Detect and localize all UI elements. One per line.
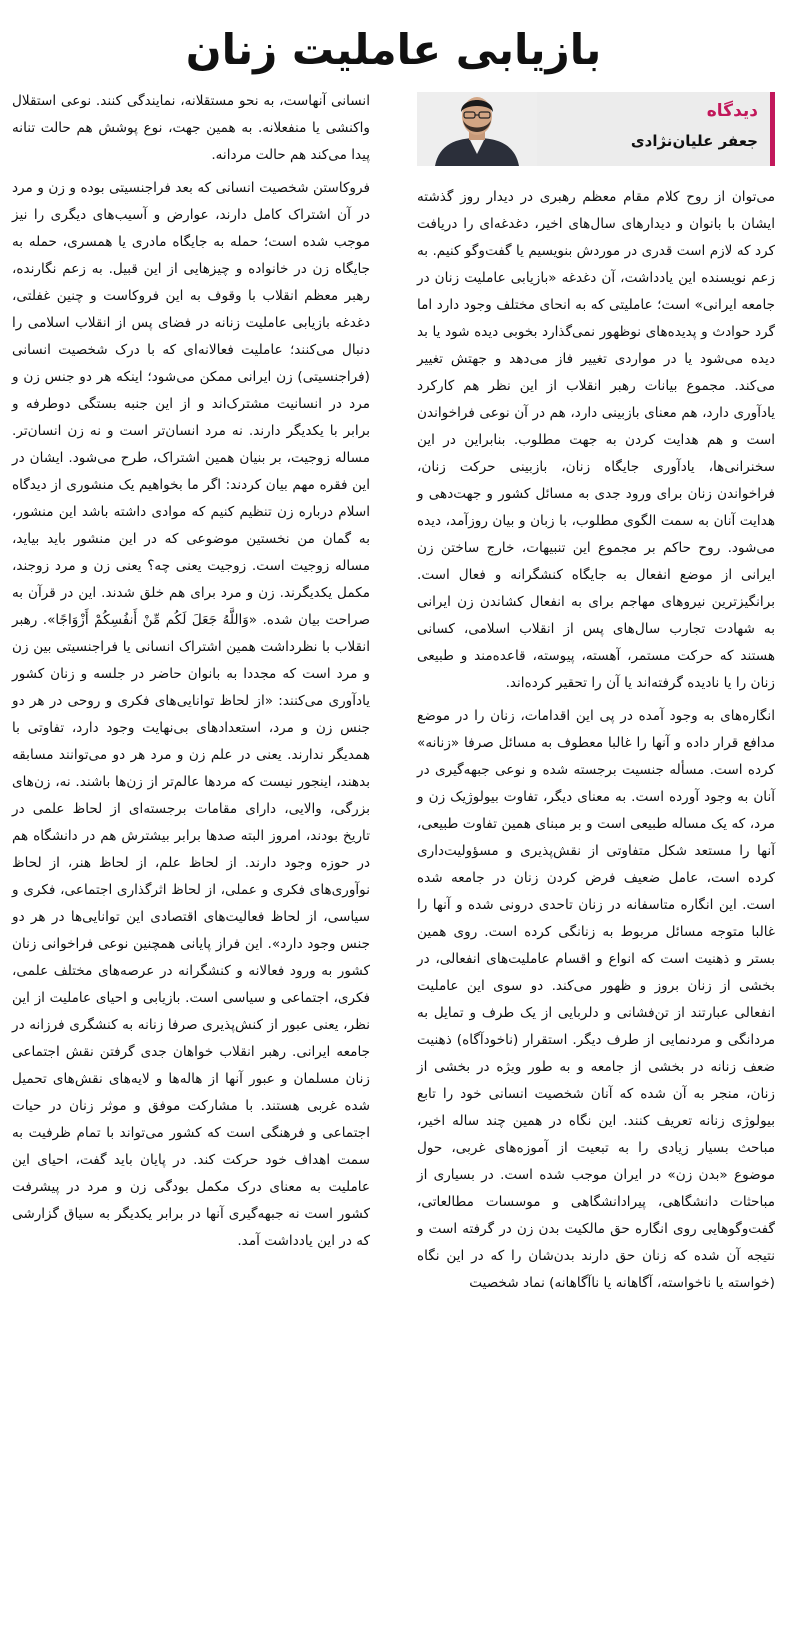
article-columns xyxy=(12,88,775,1303)
byline-text xyxy=(537,92,770,166)
paragraph: انسانی آنهاست، به نحو مستقلانه، نمایندگی کنند. نوعی استقلال واکنشی یا منفعلانه. به همین جهت، نوع پوشش هم حالت تنانه پیدا می‌کند هم حالت مردانه. xyxy=(12,93,370,163)
article-headline: بازیابی عاملیت زنان xyxy=(185,25,602,74)
article-column-right xyxy=(409,88,775,1303)
paragraph: می‌توان از روح کلام مقام معظم رهبری در دیدار روز گذشته ایشان با بانوان و دیدارهای سال‌های اخیر، دغدغه‌ای را دریافت کرد که لازم است قدری در موردش بنویسیم یا گفت‌وگو کنیم. به زعم نویسنده این یادداشت، آن دغدغه «بازیابی عاملیت زنان در جامعه ایرانی» است؛ عاملیتی که به انحای مختلف وجود دارد اما گرد حوادث و پدیده‌های نوظهور نمی‌گذارد بخوبی دیده شود یا بد دیده می‌شود یا در مواردی تغییر فاز می‌دهد و جهتش تغییر می‌کند. مجموع بیانات رهبر انقلاب از این نظر هم کارکرد یادآوری دارد، هم معنای بازبینی دارد، هم در آن نوعی فراخواندن است و هم هدایت کردن به جهت مطلوب. بنابراین در این سخنرانی‌ها، یادآوری جایگاه زنان، بازبینی حرکت زنان، فراخواندن زنان برای ورود جدی به مسائل کشور و جهت‌دهی و هدایت آنان به سمت الگوی مطلوب، با زبان و بیان روزآمد، دیده می‌شود. روح حاکم بر مجموع این تنبیهات، خارج ساختن زن ایرانی از موضع انفعال به جایگاه کنشگرانه و فعال است. برانگیزترین نیروهای مهاجم برای به انفعال کشاندن زن ایرانی به شهادت تجارب سال‌های پس از انقلاب اسلامی، کسانی هستند که حرکت مستمر، آهسته، پیوسته، قاعده‌مند و طبیعی زنان را یا نادیده گرفته‌اند یا آن را تحقیر کرده‌اند. xyxy=(417,189,775,691)
author-name: جعفر علیان‌نژادی xyxy=(630,132,758,150)
author-photo xyxy=(417,92,537,166)
paragraph: انگاره‌های به وجود آمده در پی این اقدامات، زنان را در موضع مدافع قرار داده و آنها را غالبا معطوف به مسائل صرفا «زنانه» کرده است. مسأله جنسیت برجسته شده و نوعی جبهه‌گیری در آنان به وجود آورده است. به معنای دیگر، تفاوت بیولوژیک زن و مرد، که یک مساله طبیعی است و بر مبنای همین تفاوت طبیعی، آنها را مستعد شکل متفاوتی از نقش‌پذیری و مسؤولیت‌داری کرده است، عامل ضعیف فرض کردن زنان در جامعه شده است. این انگاره متاسفانه در زنان تاحدی درونی شده و آنها را غالبا متوجه مسائل مربوط به زنانگی کرده است. روی همین بستر و ذهنیت است که انواع و اقسام عاملیت‌های انفعالی، در بخشی از زنان بروز و ظهور می‌کند. دو سوی این عاملیت انفعالی عبارتند از تن‌فشانی و دلربایی از یک طرف و تمایل به مردانگی و مردنمایی از طرف دیگر. استقرار (ناخودآگاه) ذهنیت ضعف زنانه در بخشی از جامعه و به طور ویژه در بخشی از زنان، منجر به آن شده که آنان شخصیت انسانی خود را تابع بیولوژی زنانه تعریف کنند. این نگاه در همین چند ساله اخیر، مباحث بسیار زیادی را به تبعیت از آموزه‌های غربی، حول موضوع «بدن زن» در ایران موجب شده است. در بسیاری از مباحثات دانشگاهی، پیرادانشگاهی و موسسات مطالعاتی، گفت‌وگوهایی روی انگاره حق مالکیت بدن زن در گرفته است و نتیجه آن شده که زنان حق دارند بدن‌شان را که در این نگاه (خواسته یا ناخواسته، آگاهانه یا ناآگاهانه) نماد شخصیت xyxy=(417,708,775,1291)
newspaper-page xyxy=(0,22,787,1635)
article-column-left xyxy=(12,88,378,1303)
paragraph: فروکاستن شخصیت انسانی که بعد فراجنسیتی بوده و زن و مرد در آن اشتراک کامل دارند، عوارض و آسیب‌های دیگری را نیز موجب شده است؛ حمله به جایگاه مادری یا همسری، حمله به جایگاه زن در خانواده و چیزهایی از این قبیل. به زعم نگارنده، رهبر معظم انقلاب با وقوف به این فروکاست و چنین غفلتی، دغدغه بازیابی عاملیت زنانه در فضای پس از انقلاب اسلامی را دنبال می‌کنند؛ عاملیت فعالانه‌ای که با درک شخصیت انسانی (فراجنسیتی) زن ایرانی ممکن می‌شود؛ اینکه هر دو جنس زن و مرد در انسانیت مشترک‌اند و از این جنبه بستگی دوطرفه و برابر با یکدیگر دارند. نه مرد انسان‌تر است و نه زن انسان‌تر. مساله زوجیت، بر بنیان همین اشتراک، طرح می‌شود. ایشان در این فقره مهم بیان کردند: اگر ما بخواهیم یک منشوری از دیدگاه اسلام درباره زن تنظیم کنیم که موادی داشته باشد این منشور، به گمان من نخستین موضوعی که در این منشور باید بیاید، مساله زوجیت است. زوجیت یعنی چه؟ یعنی زن و مرد زوجند، مکمل یکدیگرند. زن و مرد برای هم خلق شدند. این در قرآن به صراحت بیان شده. «وَاللَّهُ جَعَلَ لَكُم مِّنْ أَنفُسِكُمْ أَزْوَاجًا». رهبر انقلاب با نظرداشت همین اشتراک انسانی یا فراجنسیتی بین زن و مرد است که مجددا به بانوان حاضر در جلسه و زنان کشور یادآوری می‌کنند: «از لحاظ توانایی‌های فکری و روحی در هر دو جنس زن و مرد، استعدادهای بی‌نهایت وجود دارد، تفاوتی با همدیگر ندارند. یعنی در علم زن و مرد هر دو می‌توانند مسابقه بدهند، اینجور نیست که مردها عالم‌تر از زن‌ها باشند. نه، زن‌های بزرگی، والایی، دارای مقامات برجسته‌ای از لحاظ علمی در تاریخ بودند، امروز البته صدها برابر بیشترش هم در دانشگاه هم در حوزه وجود دارند. از لحاظ علم، از لحاظ هنر، از لحاظ نوآوری‌های فکری و عملی، از لحاظ اثرگذاری اجتماعی، فکری و سیاسی، از لحاظ فعالیت‌های اقتصادی این توانایی‌ها در هر دو جنس وجود دارد». این فراز پایانی همچنین نوعی فراخوانی زنان کشور به ورود فعالانه و کنشگرانه در عرصه‌های مختلف علمی، فکری، اجتماعی و سیاسی است. بازیابی و احیای عاملیت از این نظر، یعنی عبور از کنش‌پذیری صرفا زنانه به کنشگری فرزانه در جامعه ایرانی. رهبر انقلاب خواهان جدی گرفتن نقش اجتماعی زنان مسلمان و عبور آنها از هاله‌ها و لایه‌های نقش‌های تحمیل شده غربی هستند. با مشارکت موفق و موثر زنان در حیات اجتماعی و فرهنگی است که کشور می‌تواند با تمام ظرفیت به سمت اهداف خود حرکت کند. در پایان باید گفت، احیای این عاملیت به معنای درک مکمل بودگی زن و مرد در پیشرفت کشور است نه جبهه‌گیری آنها در برابر یکدیگر به سیاق گزارشی که در این یادداشت آمد. xyxy=(12,180,370,1249)
author-byline xyxy=(417,92,775,166)
section-label: دیدگاه xyxy=(706,101,758,121)
